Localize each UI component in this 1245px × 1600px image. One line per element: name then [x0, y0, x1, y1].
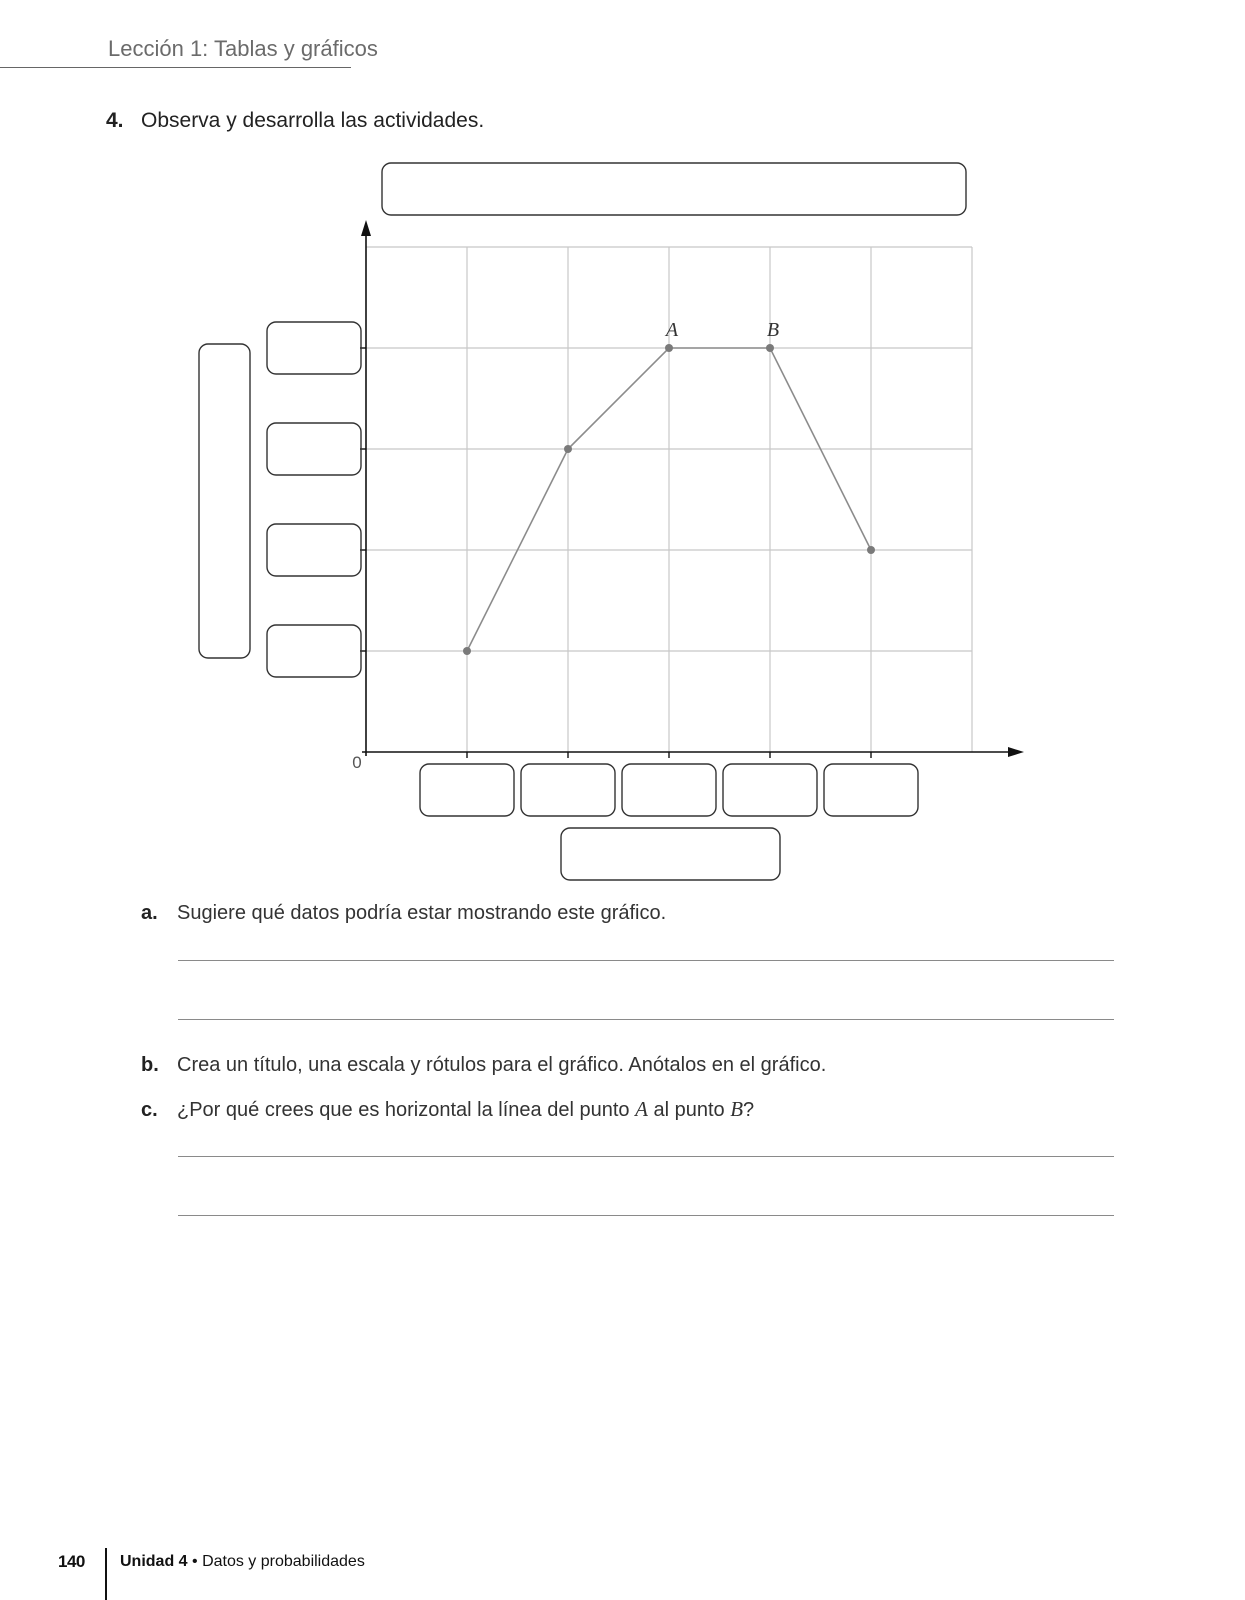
data-point — [463, 647, 471, 655]
x-tick-label-box — [420, 764, 514, 816]
x-tick-label-box — [622, 764, 716, 816]
footer-topic: Datos y probabilidades — [202, 1553, 365, 1570]
y-axis-label-box — [199, 344, 250, 658]
question-b-label: b. — [141, 1054, 159, 1076]
chart-text — [352, 319, 779, 772]
page-number: 140 — [58, 1552, 85, 1571]
x-tick-label-box — [723, 764, 817, 816]
x-axis-label-box — [561, 828, 780, 880]
lesson-header: Lección 1: Tablas y gráficos — [108, 36, 378, 61]
question-c-text-3: ? — [743, 1099, 755, 1121]
question-c — [141, 1097, 754, 1122]
y-tick-label-box — [267, 524, 361, 576]
point-label-a: A — [665, 319, 679, 341]
question-a-text: Sugiere qué datos podría estar mostrando este gráfico. — [177, 902, 667, 924]
y-tick-label-box — [267, 423, 361, 475]
answer-line-a1[interactable] — [178, 960, 1114, 961]
point-label-b: B — [766, 319, 780, 341]
question-a — [141, 902, 666, 925]
y-axis-arrow — [361, 220, 371, 236]
x-tick-label-box — [824, 764, 918, 816]
data-point — [867, 546, 875, 554]
origin-label: 0 — [352, 753, 362, 772]
activity-instruction: Observa y desarrolla las actividades. — [141, 109, 485, 132]
question-c-label: c. — [141, 1099, 158, 1121]
x-axis-arrow — [1008, 747, 1024, 757]
question-a-label: a. — [141, 902, 158, 924]
question-b-text: Crea un título, una escala y rótulos para el gráfico. Anótalos en el gráfico. — [177, 1054, 827, 1076]
y-tick-label-box — [267, 322, 361, 374]
data-point — [665, 344, 673, 352]
footer-divider — [105, 1548, 107, 1600]
answer-line-c1[interactable] — [178, 1156, 1114, 1157]
chart-axes — [360, 220, 1024, 758]
data-point — [766, 344, 774, 352]
answer-line-a2[interactable] — [178, 1019, 1114, 1020]
footer-unit-name: Unidad 4 — [120, 1553, 188, 1570]
answer-line-c2[interactable] — [178, 1215, 1114, 1216]
question-c-point-b: B — [730, 1097, 744, 1121]
footer-separator: • — [187, 1553, 203, 1570]
label-boxes — [199, 163, 966, 880]
chart-title-box — [382, 163, 966, 215]
question-b — [141, 1054, 826, 1077]
data-point — [564, 445, 572, 453]
question-c-text-1: ¿Por qué crees que es horizontal la línea del punto — [177, 1099, 636, 1121]
footer-unit — [120, 1553, 365, 1571]
y-tick-label-box — [267, 625, 361, 677]
question-c-point-a: A — [635, 1097, 648, 1121]
activity-number: 4. — [106, 109, 124, 132]
x-tick-label-box — [521, 764, 615, 816]
question-c-text-2: al punto — [647, 1099, 731, 1121]
